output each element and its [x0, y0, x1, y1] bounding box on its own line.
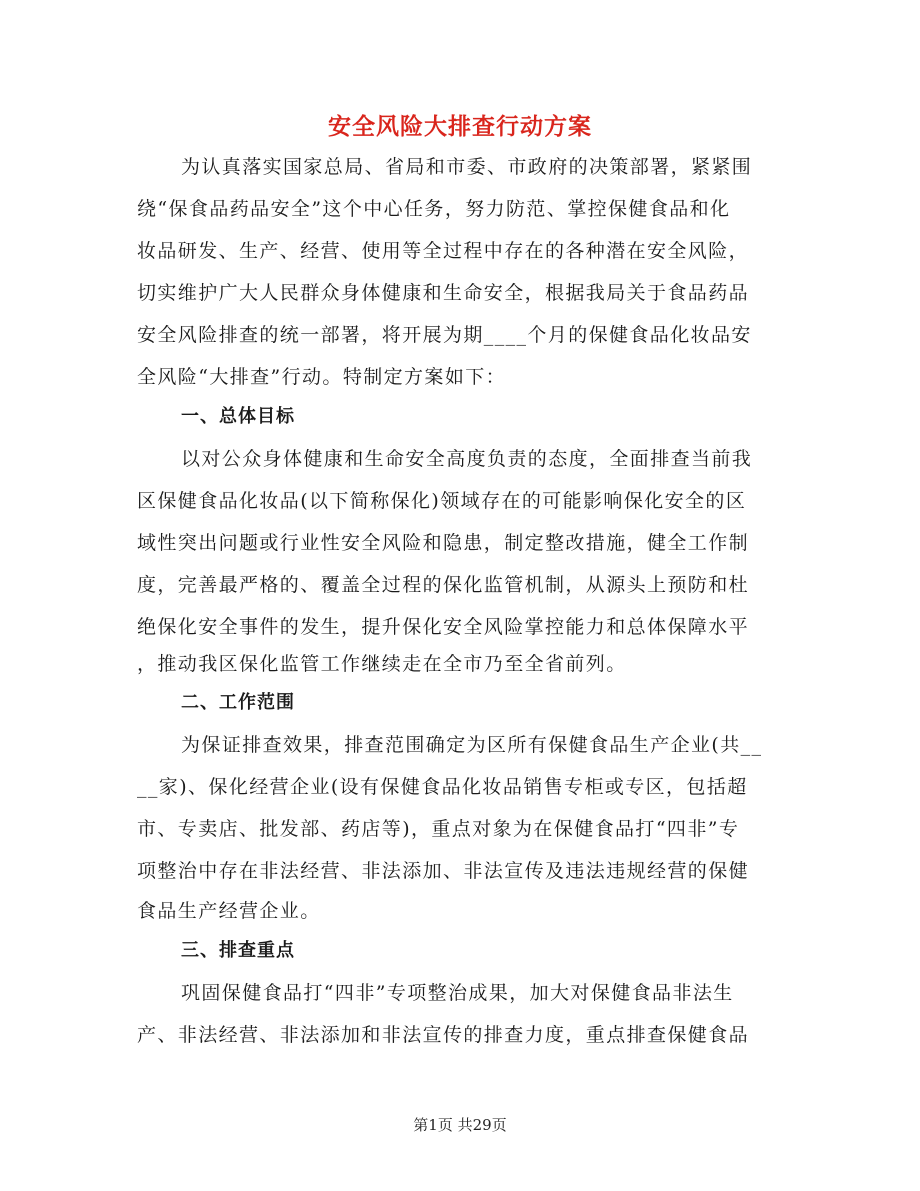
section-line: 区保健食品化妆品(以下简称保化)领域存在的可能影响保化安全的区 — [137, 490, 747, 512]
section-heading: 二、工作范围 — [181, 692, 295, 713]
section-line: 项整治中存在非法经营、非法添加、非法宣传及违法违规经营的保健 — [137, 860, 750, 882]
section-line: 以对公众身体健康和生命安全高度负责的态度，全面排查当前我 — [181, 448, 753, 470]
intro-line: 为认真落实国家总局、省局和市委、市政府的决策部署，紧紧围 — [181, 156, 753, 178]
section-line: 域性突出问题或行业性安全风险和隐患，制定整改措施，健全工作制 — [137, 532, 750, 554]
section-heading: 三、排查重点 — [181, 940, 295, 961]
intro-line: 全风险“大排查”行动。特制定方案如下： — [137, 366, 507, 388]
section-line: ，推动我区保化监管工作继续走在全市乃至全省前列。 — [137, 653, 627, 675]
section-line: 绝保化安全事件的发生，提升保化安全风险掌控能力和总体保障水平 — [137, 616, 750, 638]
section-line: 食品生产经营企业。 — [137, 900, 321, 922]
section-line: 巩固保健食品打“四非”专项整治成果，加大对保健食品非法生 — [181, 982, 734, 1004]
intro-line: 妆品研发、生产、经营、使用等全过程中存在的各种潜在安全风险， — [137, 240, 750, 262]
section-line: 市、专卖店、批发部、药店等)，重点对象为在保健食品打“四非”专 — [137, 818, 740, 840]
intro-line: 安全风险排查的统一部署，将开展为期____个月的保健食品化妆品安 — [137, 324, 752, 346]
section-line: __家)、保化经营企业(设有保健食品化妆品销售专柜或专区，包括超 — [137, 776, 748, 798]
section-line: 产、非法经营、非法添加和非法宣传的排查力度，重点排查保健食品 — [137, 1024, 750, 1046]
section-line: 为保证排查效果，排查范围确定为区所有保健食品生产企业(共__ — [181, 734, 763, 756]
intro-line: 切实维护广大人民群众身体健康和生命安全，根据我局关于食品药品 — [137, 282, 750, 304]
document-title: 安全风险大排查行动方案 — [328, 113, 592, 140]
intro-line: 绕“保食品药品安全”这个中心任务，努力防范、掌控保健食品和化 — [137, 198, 731, 220]
page-footer: 第1页 共29页 — [413, 1116, 507, 1134]
section-line: 度，完善最严格的、覆盖全过程的保化监管机制，从源头上预防和杜 — [137, 574, 750, 596]
section-heading: 一、总体目标 — [181, 406, 295, 427]
